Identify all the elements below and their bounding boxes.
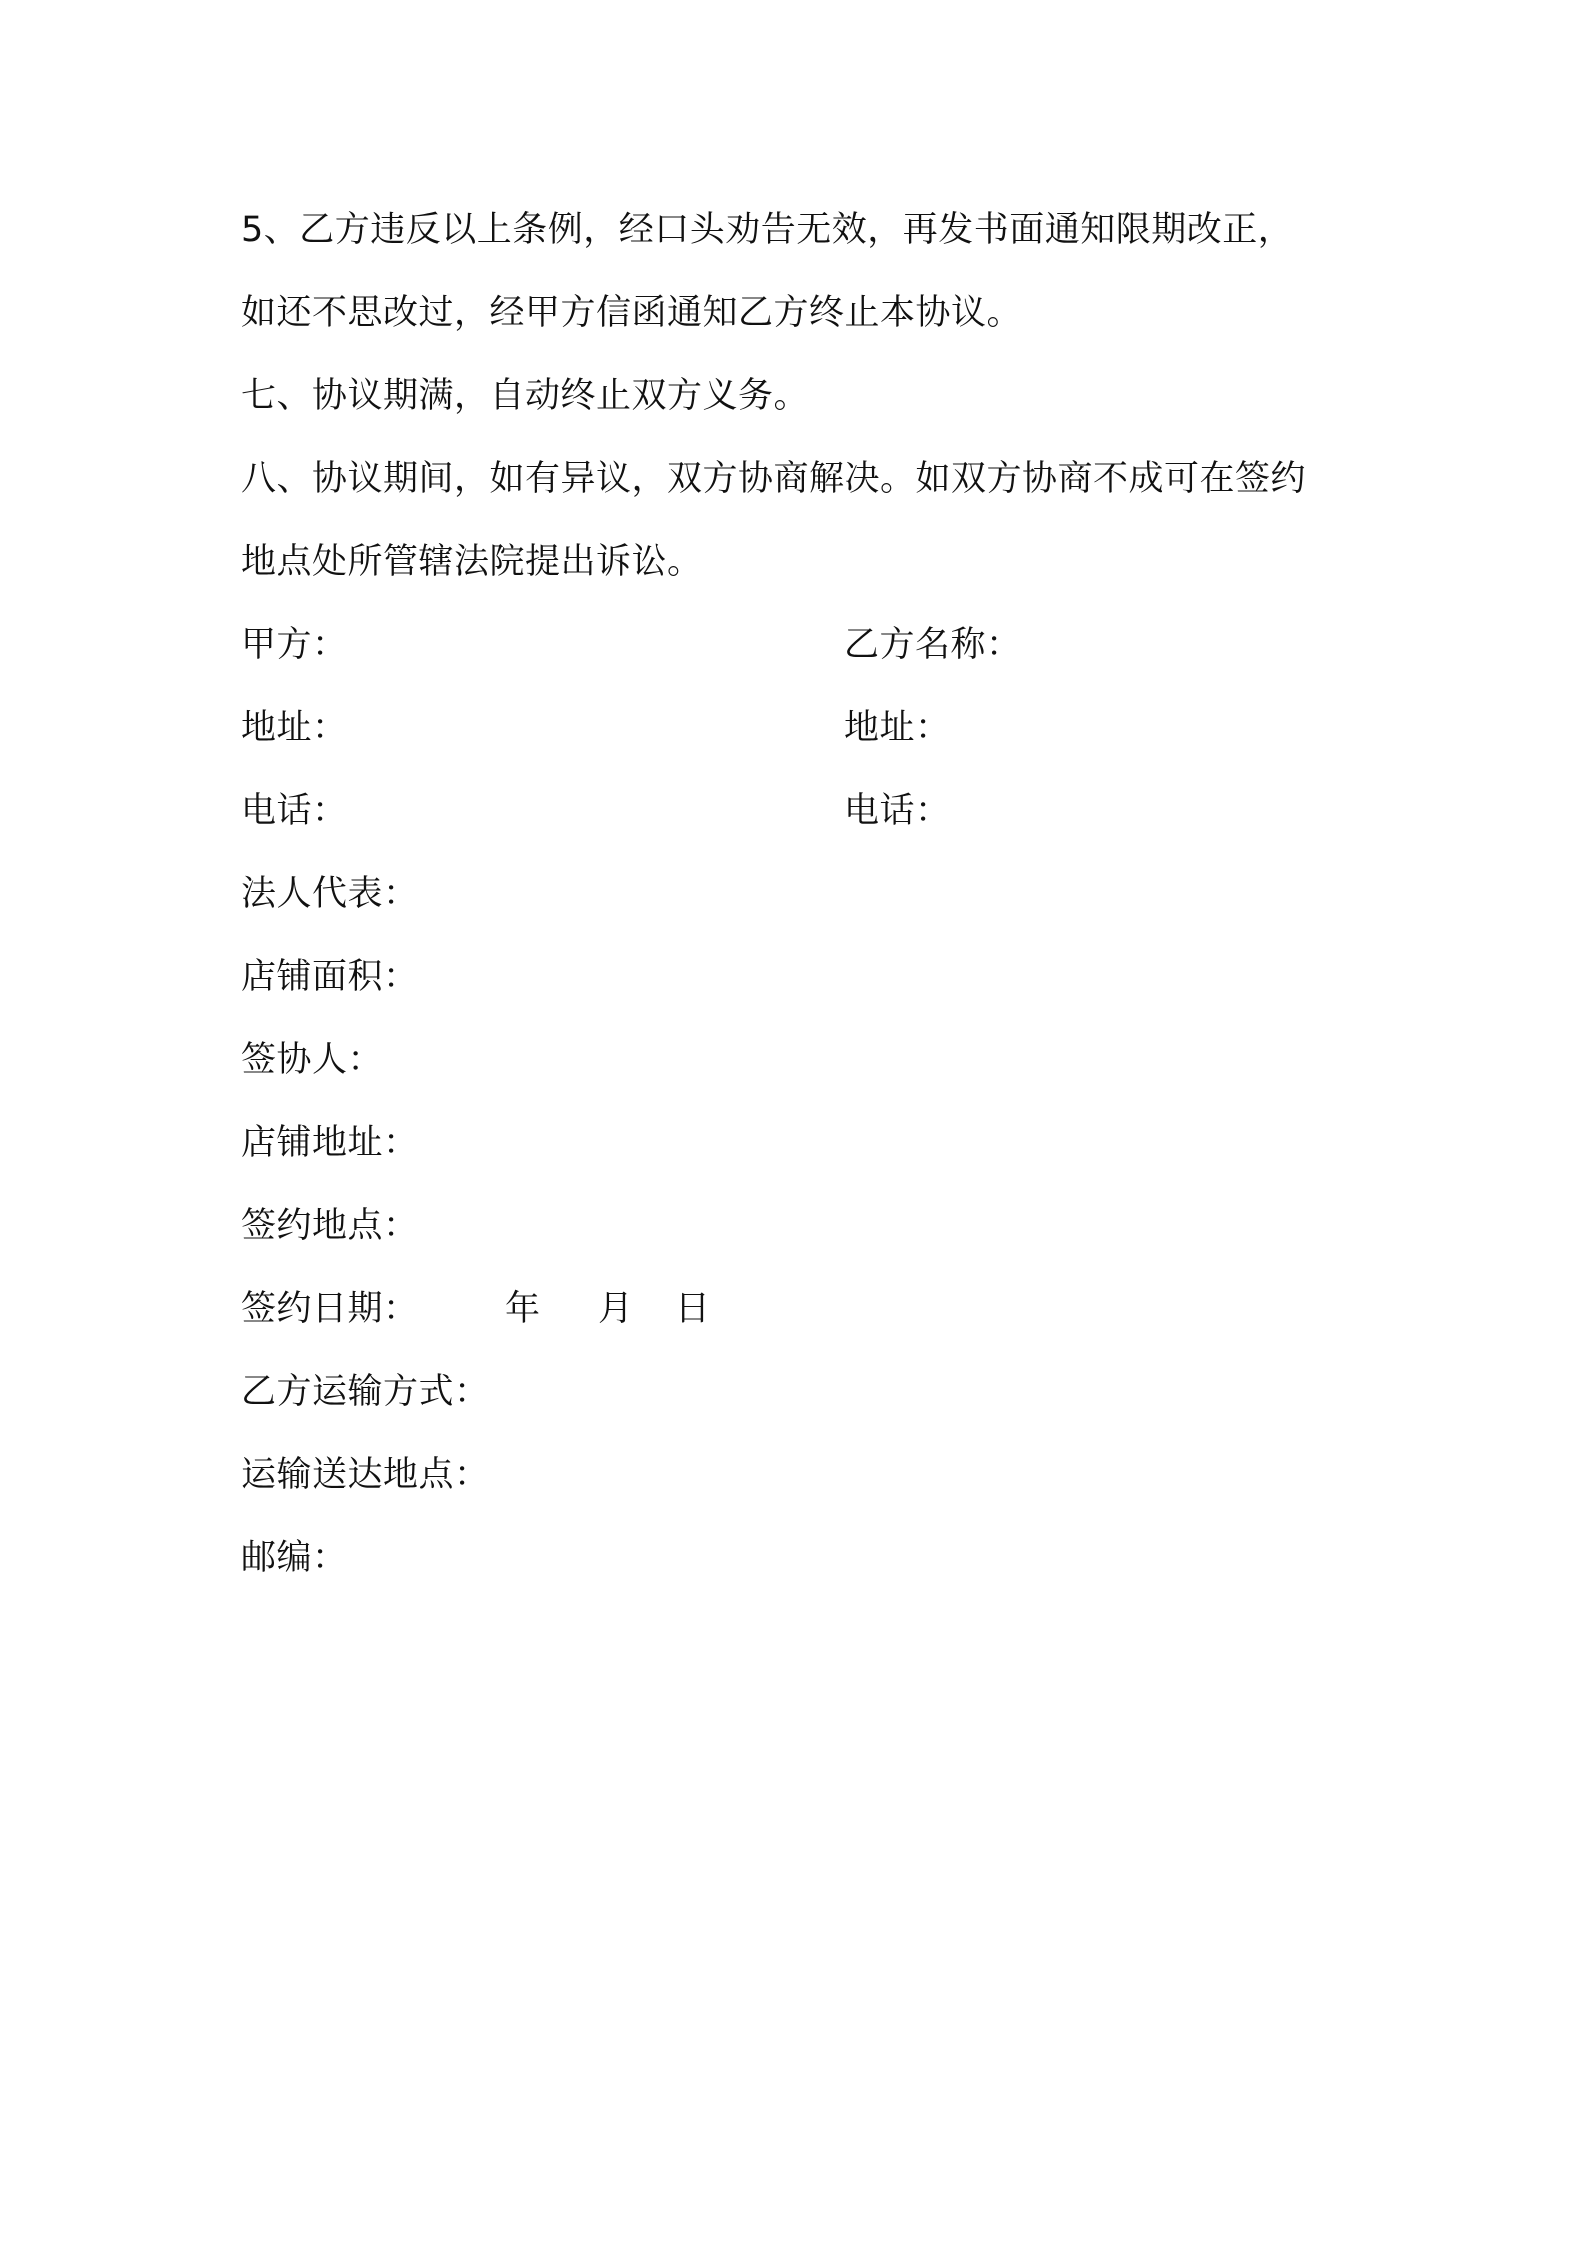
store-address-label: 店铺地址： [241, 1123, 419, 1163]
signing-date-day: 日 [675, 1289, 711, 1329]
clause-8-line-2: 地点处所管辖法院提出诉讼。 [241, 542, 703, 582]
party-a-phone-label: 电话： [241, 791, 348, 831]
store-area-label: 店铺面积： [241, 957, 419, 997]
transport-method-label: 乙方运输方式： [241, 1372, 490, 1412]
clause-5-line-1: 5、乙方违反以上条例，经口头劝告无效，再发书面通知限期改正， [241, 210, 1294, 250]
co-signer-label: 签协人： [241, 1040, 384, 1080]
legal-representative-label: 法人代表： [241, 874, 419, 914]
clause-5-line-2: 如还不思改过，经甲方信函通知乙方终止本协议。 [241, 293, 1023, 333]
signing-date-label: 签约日期： [241, 1289, 419, 1329]
party-b-name-label: 乙方名称： [844, 625, 1022, 665]
signing-place-label: 签约地点： [241, 1206, 419, 1246]
party-a-name-label: 甲方： [241, 625, 348, 665]
signing-date-month: 月 [598, 1289, 634, 1329]
party-b-address-label: 地址： [844, 708, 951, 748]
clause-8-line-1: 八、协议期间，如有异议，双方协商解决。如双方协商不成可在签约 [241, 459, 1307, 499]
delivery-place-label: 运输送达地点： [241, 1455, 490, 1495]
party-b-phone-label: 电话： [844, 791, 951, 831]
clause-7: 七、协议期满，自动终止双方义务。 [241, 376, 810, 416]
party-a-address-label: 地址： [241, 708, 348, 748]
postcode-label: 邮编： [241, 1538, 348, 1578]
signing-date-year: 年 [505, 1289, 541, 1329]
